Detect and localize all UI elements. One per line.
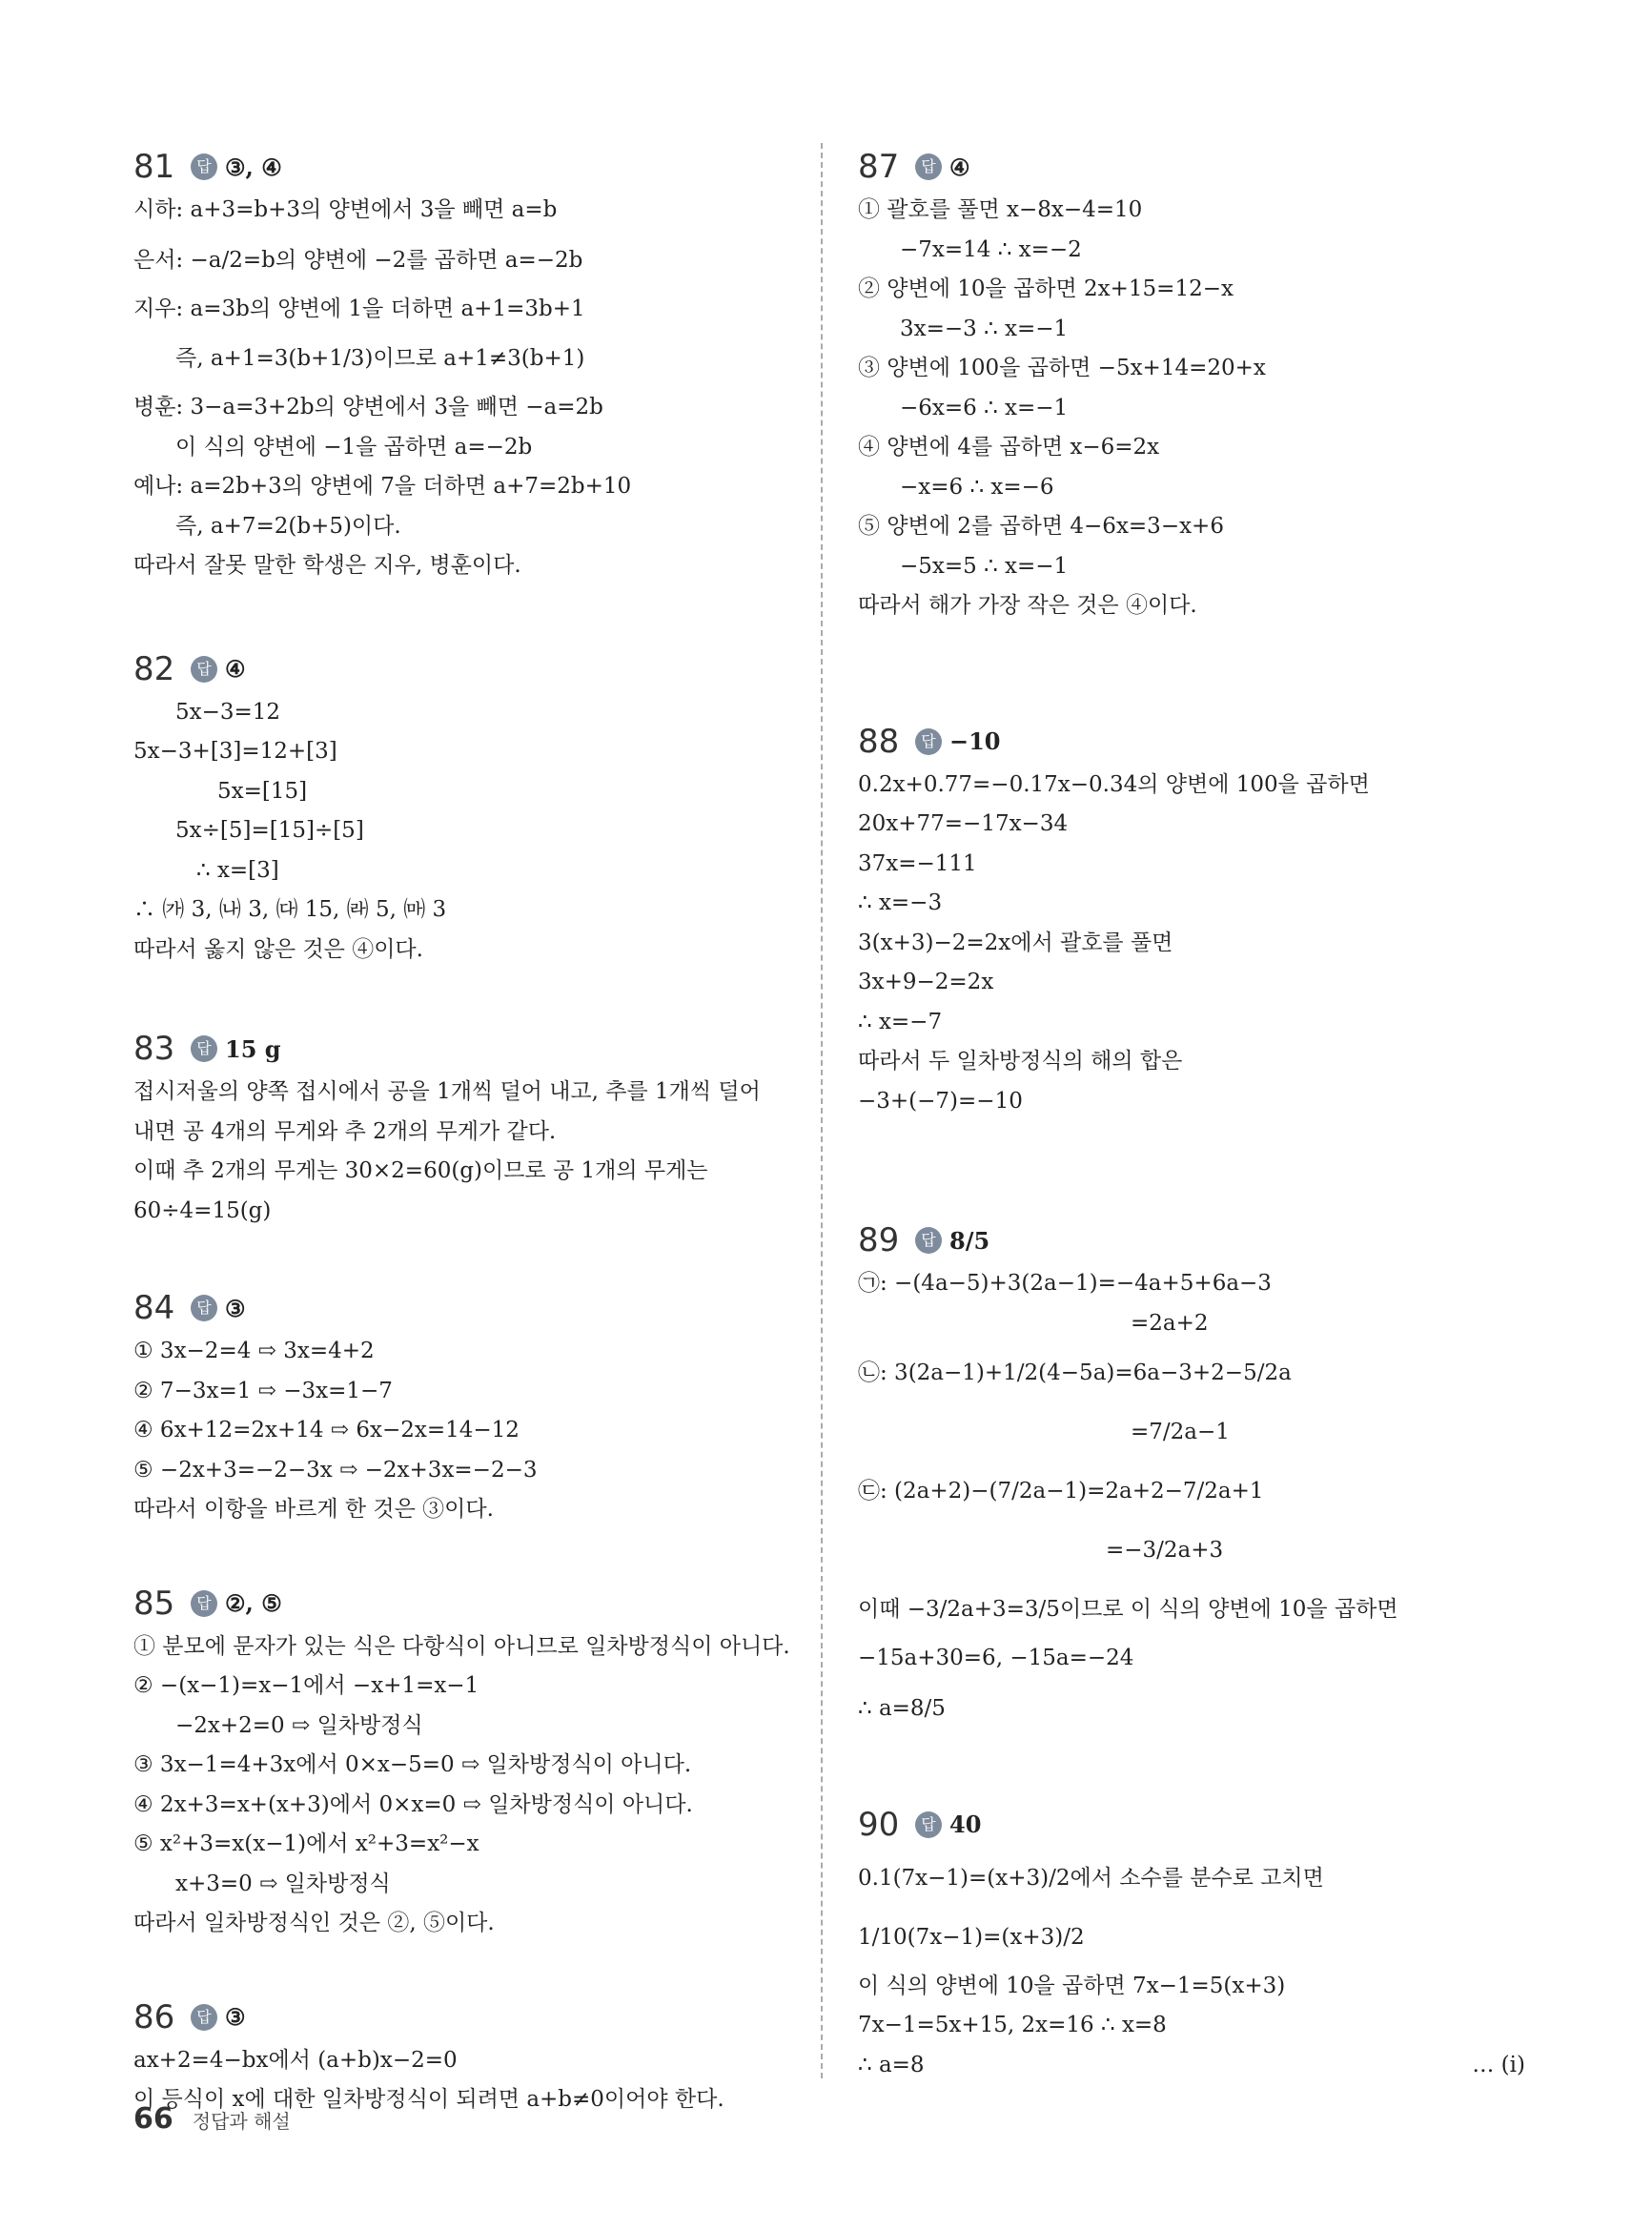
problem-85 <box>133 1580 801 1944</box>
solution-line <box>858 805 1525 845</box>
line-text: 이 식의 양변에 10을 곱하면 7x−1=5(x+3) <box>858 1973 1286 1998</box>
line-text: −6x=6 ∴ x=−1 <box>900 395 1069 420</box>
solution-line <box>858 1967 1525 2007</box>
solution-line <box>858 389 1525 429</box>
line-text: ② −(x−1)=x−1에서 −x+1=x−1 <box>133 1673 479 1698</box>
problem-header <box>133 143 801 191</box>
answer-value: −10 <box>949 727 1001 755</box>
solution-line <box>858 766 1525 806</box>
problem-number: 82 <box>133 649 175 688</box>
line-text: 즉, a+7=2(b+5)이다. <box>175 513 401 539</box>
problem-87 <box>858 143 1525 626</box>
line-text: 따라서 일차방정식인 것은 ②, ⑤이다. <box>133 1911 495 1935</box>
solution-line <box>133 1372 801 1412</box>
answer-badge: 답 <box>191 1295 217 1321</box>
solution-line <box>133 428 801 468</box>
line-text: ㉠: −(4a−5)+3(2a−1)=−4a+5+6a−3 <box>858 1271 1272 1296</box>
line-text: ∴ x=−7 <box>858 1009 943 1034</box>
line-text: 따라서 이항을 바르게 한 것은 ③이다. <box>133 1497 494 1522</box>
solution-line <box>133 1825 801 1865</box>
line-text: 60÷4=15(g) <box>133 1197 272 1223</box>
line-text: −x=6 ∴ x=−6 <box>900 474 1054 500</box>
line-text: ㉡: 3(2a−1)+1/2(4−5a)=6a−3+2−5/2a <box>858 1361 1292 1385</box>
line-text: ⑤ −2x+3=−2−3x ⇨ −2x+3x=−2−3 <box>133 1457 538 1483</box>
line-text: ② 양변에 10을 곱하면 2x+15=12−x <box>858 276 1234 301</box>
solution-line <box>133 507 801 547</box>
line-text: ① 분모에 문자가 있는 식은 다항식이 아니므로 일차방정식이 아니다. <box>133 1633 790 1659</box>
line-text: x+3=0 ⇨ 일차방정식 <box>175 1871 391 1896</box>
solution-line <box>133 329 801 388</box>
line-text: 이때 −3/2a+3=3/5이므로 이 식의 양변에 10을 곱하면 <box>858 1597 1398 1622</box>
line-text: ∴ a=8 <box>858 2052 925 2077</box>
problem-89 <box>858 1217 1525 1738</box>
solution-line <box>858 191 1525 231</box>
solution-line <box>858 1304 1525 1344</box>
line-text: ∴ ㈎ 3, ㈏ 3, ㈐ 15, ㈑ 5, ㈒ 3 <box>133 897 447 922</box>
solution-line <box>133 1152 801 1192</box>
solution-line <box>133 1627 801 1667</box>
line-text: 5x−3=12 <box>175 699 281 725</box>
problem-82 <box>133 645 801 971</box>
solution-line <box>133 191 801 231</box>
line-text: −7x=14 ∴ x=−2 <box>900 236 1082 262</box>
line-text: ⑤ 양변에 2를 곱하면 4−6x=3−x+6 <box>858 514 1224 539</box>
solution-line <box>858 845 1525 885</box>
line-text: ① 3x−2=4 ⇨ 3x=4+2 <box>133 1339 375 1363</box>
solution-line <box>858 1908 1525 1967</box>
solution-line <box>858 507 1525 547</box>
solution-line <box>133 1411 801 1451</box>
line-text: =2a+2 <box>1131 1310 1209 1336</box>
solution-line <box>133 772 801 812</box>
line-text: ④ 2x+3=x+(x+3)에서 0×x=0 ⇨ 일차방정식이 아니다. <box>133 1791 693 1817</box>
line-text: −15a+30=6, −15a=−24 <box>858 1646 1134 1670</box>
answer-badge: 답 <box>191 1035 217 1062</box>
line-text: 따라서 잘못 말한 학생은 지우, 병훈이다. <box>133 553 521 578</box>
problem-number: 87 <box>858 148 900 186</box>
problem-81 <box>133 143 801 586</box>
problem-84 <box>133 1284 801 1530</box>
solution-line <box>133 1332 801 1372</box>
left-column <box>133 143 801 2120</box>
line-text: −5x=5 ∴ x=−1 <box>900 553 1069 579</box>
answer-value: 40 <box>949 1811 982 1838</box>
line-text: 접시저울의 양쪽 접시에서 공을 1개씩 덜어 내고, 추를 1개씩 덜어 <box>133 1079 761 1104</box>
line-text: 3(x+3)−2=2x에서 괄호를 풀면 <box>858 930 1173 955</box>
line-text: =−3/2a+3 <box>1106 1538 1224 1563</box>
line-text: 이때 추 2개의 무게는 30×2=60(g)이므로 공 1개의 무게는 <box>133 1158 708 1183</box>
answer-value: ③, ④ <box>225 153 282 181</box>
line-text: 0.1(7x−1)=(x+3)/2에서 소수를 분수로 고치면 <box>858 1865 1324 1891</box>
line-text: ∴ x=−3 <box>858 890 943 915</box>
solution-line <box>133 388 801 428</box>
line-text: 이 식의 양변에 −1을 곱하면 a=−2b <box>175 434 533 460</box>
answer-value: ③ <box>225 2003 246 2031</box>
problem-number: 83 <box>133 1030 175 1068</box>
line-text: 예나: a=2b+3의 양변에 7을 더하면 a+7=2b+10 <box>133 474 632 499</box>
problem-88 <box>858 718 1525 1122</box>
line-text: ∴ x=[3] <box>196 857 279 883</box>
line-text: ㉢: (2a+2)−(7/2a−1)=2a+2−7/2a+1 <box>858 1479 1264 1504</box>
problem-header <box>133 1284 801 1332</box>
solution-line <box>858 231 1525 271</box>
solution-line <box>858 1402 1525 1462</box>
line-text: 5x−3+[3]=12+[3] <box>133 739 337 764</box>
solution-line <box>133 467 801 507</box>
solution-line <box>858 1264 1525 1304</box>
solution-line <box>133 890 801 931</box>
solution-line <box>858 349 1525 389</box>
problem-header <box>858 1801 1525 1849</box>
problem-header <box>133 1994 801 2041</box>
solution-line <box>858 1003 1525 1043</box>
solution-line <box>133 1490 801 1530</box>
solution-line <box>133 1073 801 1113</box>
right-column <box>858 143 1525 2085</box>
solution-line <box>858 1042 1525 1082</box>
problem-number: 86 <box>133 1997 175 2036</box>
line-text: 병훈: 3−a=3+2b의 양변에서 3을 빼면 −a=2b <box>133 395 603 419</box>
line-text: ① 괄호를 풀면 x−8x−4=10 <box>858 197 1143 222</box>
problem-number: 81 <box>133 148 175 186</box>
page-label: 정답과 해설 <box>192 2110 291 2133</box>
answer-badge: 답 <box>191 153 217 180</box>
line-text: 0.2x+0.77=−0.17x−0.34의 양변에 100을 곱하면 <box>858 771 1370 797</box>
line-text: ax+2=4−bx에서 (a+b)x−2=0 <box>133 2047 458 2073</box>
answer-badge: 답 <box>191 2004 217 2031</box>
problem-86 <box>133 1994 801 2120</box>
problem-number: 89 <box>858 1221 900 1259</box>
line-text: 20x+77=−17x−34 <box>858 811 1069 836</box>
line-text: −2x+2=0 ⇨ 일차방정식 <box>175 1712 423 1738</box>
line-text: ② 7−3x=1 ⇨ −3x=1−7 <box>133 1378 393 1403</box>
solution-line <box>133 1451 801 1491</box>
problem-number: 88 <box>858 722 900 761</box>
problem-number: 90 <box>858 1805 900 1844</box>
line-text: ④ 양변에 4를 곱하면 x−6=2x <box>858 435 1160 460</box>
line-text: 3x+9−2=2x <box>858 970 994 994</box>
solution-line <box>133 851 801 891</box>
answer-value: ④ <box>949 153 970 181</box>
solution-line <box>133 1746 801 1786</box>
problem-header <box>133 645 801 693</box>
problem-90 <box>858 1801 1525 2086</box>
line-text: 은서: −a/2=b의 양변에 −2를 곱하면 a=−2b <box>133 247 583 273</box>
solution-line <box>133 231 801 290</box>
solution-line <box>858 1849 1525 1908</box>
line-text: 5x÷[5]=[15]÷[5] <box>175 818 364 843</box>
problem-header <box>858 1217 1525 1264</box>
page-number: 66 <box>133 2102 173 2136</box>
solution-line <box>133 2041 801 2081</box>
line-text: 따라서 두 일차방정식의 해의 합은 <box>858 1049 1183 1074</box>
line-text: 즉, a+1=3(b+1/3)이므로 a+1≠3(b+1) <box>175 346 585 371</box>
solution-line <box>133 1786 801 1826</box>
answer-badge: 답 <box>191 1590 217 1617</box>
solution-line <box>133 931 801 971</box>
solution-line <box>858 2046 1525 2086</box>
line-text: 이 등식이 x에 대한 일차방정식이 되려면 a+b≠0이어야 한다. <box>133 2087 724 2112</box>
answer-badge: 답 <box>915 728 942 755</box>
solution-line <box>133 290 801 330</box>
solution-line <box>133 1113 801 1153</box>
solution-line <box>858 1521 1525 1580</box>
solution-line <box>858 2006 1525 2046</box>
problem-83 <box>133 1025 801 1231</box>
solution-line <box>858 270 1525 310</box>
solution-line <box>858 1343 1525 1402</box>
solution-line <box>133 732 801 772</box>
solution-line <box>858 428 1525 468</box>
solution-line <box>133 1667 801 1707</box>
solution-line <box>858 310 1525 350</box>
solution-line <box>133 1904 801 1944</box>
problem-number: 85 <box>133 1584 175 1623</box>
line-text: 3x=−3 ∴ x=−1 <box>900 316 1069 341</box>
line-text: −3+(−7)=−10 <box>858 1088 1023 1114</box>
line-text: ③ 양변에 100을 곱하면 −5x+14=20+x <box>858 356 1266 380</box>
line-text: 따라서 해가 가장 작은 것은 ④이다. <box>858 593 1197 618</box>
solution-line <box>133 693 801 733</box>
solution-line <box>133 1865 801 1905</box>
solution-line <box>858 924 1525 964</box>
line-text: =7/2a−1 <box>1131 1420 1230 1444</box>
line-text: 내면 공 4개의 무게와 추 2개의 무게가 같다. <box>133 1118 557 1144</box>
answer-badge: 답 <box>915 1227 942 1254</box>
answer-value: ④ <box>225 655 246 683</box>
solution-line <box>858 547 1525 587</box>
answer-badge: 답 <box>915 1811 942 1838</box>
line-text: 시하: a+3=b+3의 양변에서 3을 빼면 a=b <box>133 197 558 222</box>
line-text: 지우: a=3b의 양변에 1을 더하면 a+1=3b+1 <box>133 296 585 321</box>
column-divider <box>821 143 823 2078</box>
solution-line <box>858 1639 1525 1679</box>
problem-header <box>858 718 1525 766</box>
line-text: 1/10(7x−1)=(x+3)/2 <box>858 1924 1085 1950</box>
solution-line <box>133 1192 801 1232</box>
line-text: 7x−1=5x+15, 2x=16 ∴ x=8 <box>858 2013 1167 2037</box>
solution-line <box>858 963 1525 1003</box>
line-text: ⑤ x²+3=x(x−1)에서 x²+3=x²−x <box>133 1831 479 1856</box>
answer-value: 15 g <box>225 1034 281 1063</box>
line-text: ④ 6x+12=2x+14 ⇨ 6x−2x=14−12 <box>133 1418 520 1442</box>
page-footer <box>133 2102 291 2136</box>
solution-line <box>858 468 1525 508</box>
answer-badge: 답 <box>915 153 942 180</box>
answer-badge: 답 <box>191 656 217 683</box>
line-text: 5x=[15] <box>217 778 308 804</box>
line-text: ∴ a=8/5 <box>858 1695 946 1721</box>
solution-line <box>858 1462 1525 1521</box>
line-text: 37x=−111 <box>858 850 977 876</box>
solution-line <box>858 1679 1525 1738</box>
solution-line <box>858 586 1525 626</box>
problem-header <box>858 143 1525 191</box>
answer-value: ②, ⑤ <box>225 1589 282 1617</box>
solution-line <box>133 546 801 586</box>
answer-value: 8/5 <box>949 1226 990 1255</box>
solution-line <box>858 1082 1525 1122</box>
line-text: ③ 3x−1=4+3x에서 0×x−5=0 ⇨ 일차방정식이 아니다. <box>133 1752 692 1777</box>
problem-number: 84 <box>133 1289 175 1327</box>
line-text: 따라서 옳지 않은 것은 ④이다. <box>133 936 423 962</box>
problem-header <box>133 1580 801 1627</box>
solution-line <box>133 1707 801 1747</box>
solution-line <box>858 1580 1525 1639</box>
solution-line <box>858 884 1525 924</box>
answer-value: ③ <box>225 1294 246 1322</box>
problem-header <box>133 1025 801 1073</box>
step-marker: … (i) <box>1472 2052 1525 2077</box>
solution-line <box>133 811 801 851</box>
